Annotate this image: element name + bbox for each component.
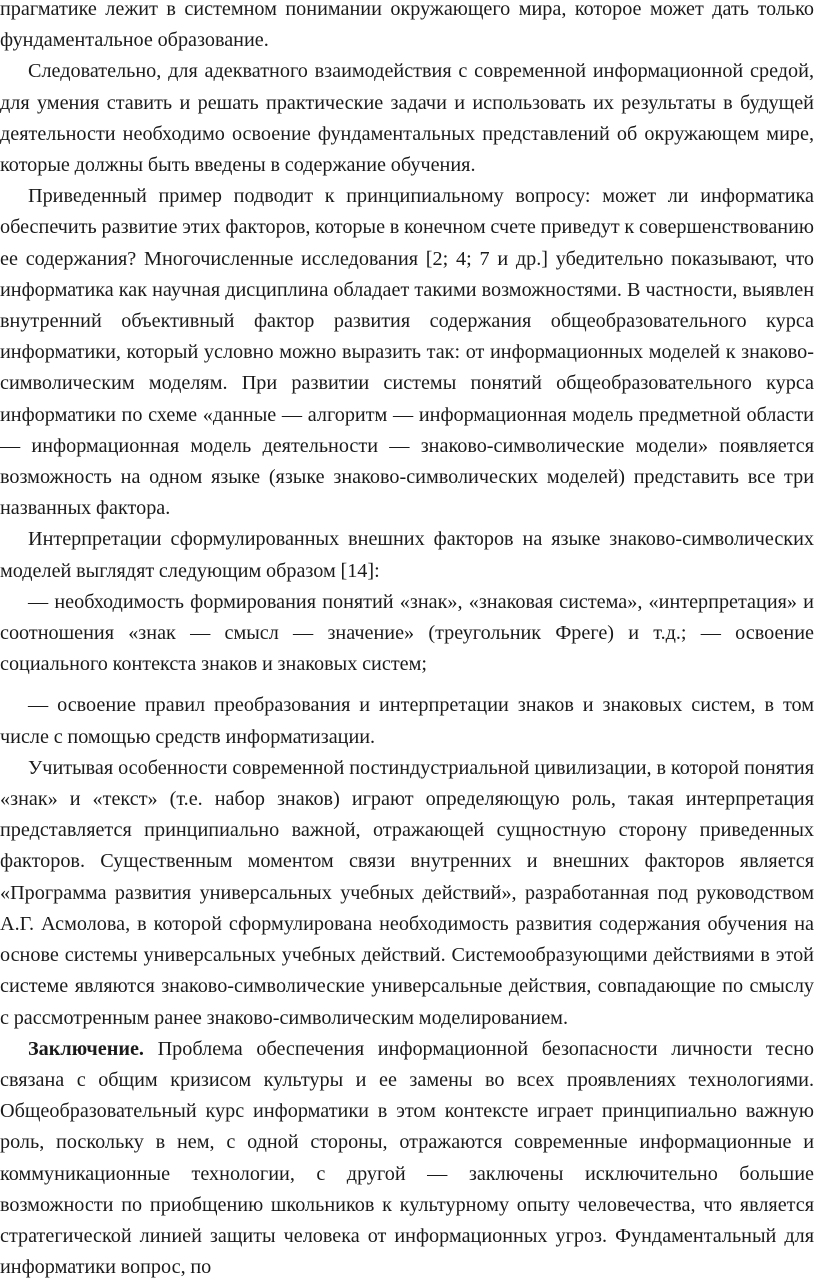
list-item-paragraph: — необходимость формирования понятий «знак», «знаковая система», «интерпретация» и соотношения «знак — смысл — значение» (треугольник Фреге) и т.д.; — освоение социального контекста знаков и знаковых систем;: [0, 590, 814, 676]
paragraph: Приведенный пример подводит к принципиальному вопросу: может ли информатика обеспечить развитие этих факторов, которые в конечном счете приведут к совершенствованию ее содержания? Многочисленные исследования [2; 4; 7 и др.] убедительно показывают, что информатика как научная дисциплина обладает такими возможностями. В частности, выявлен внутренний объективный фактор развития содержания общеобразовательного курса информатики, который условно можно выразить так: от информационных моделей к знаково-символическим моделям. При развитии системы понятий общеобразовательного курса информатики по схеме «данные — алгоритм — информационная модель предметной области — информационная модель деятельности — знаково-символические модели» появляется возможность на одном языке (языке знаково-символических моделей) представить все три названных фактора.: [0, 185, 814, 520]
conclusion-paragraph: [0, 1034, 814, 1283]
paragraph: Учитывая особенности современной постиндустриальной цивилизации, в которой понятия «знак» и «текст» (т.е. набор знаков) играют определяющую роль, такая интерпретация представляется принципиально важной, отражающей сущностную сторону приведенных факторов. Существенным моментом связи внутренних и внешних факторов является «Программа развития универсальных учебных действий», разработанная под руководством А.Г. Асмолова, в которой сформулирована необходимость развития содержания обучения на основе системы универсальных учебных действий. Системообразующими действиями в этой системе являются знаково-символические универсальные действия, совпадающие по смыслу с рассмотренным ранее знаково-символическим моделированием.: [0, 756, 814, 1029]
conclusion-heading: Заключение.: [28, 1037, 144, 1060]
paragraph: Интерпретации сформулированных внешних факторов на языке знаково-символических моделей выглядят следующим образом [14]:: [0, 528, 814, 582]
paragraph: Следовательно, для адекватного взаимодействия с современной информационной средой, для умения ставить и решать практические задачи и использовать их результаты в будущей деятельности необходимо освоение фундаментальных представлений об окружающем мире, которые должны быть введены в содержание обучения.: [0, 60, 814, 177]
paragraph-continuation: прагматике лежит в системном понимании окружающего мира, которое может дать только фундаментальное образование.: [0, 0, 814, 52]
conclusion-text: Проблема обеспечения информационной безопасности личности тесно связана с общим кризисом культуры и ее замены во всех проявлениях технологиями. Общеобразовательный курс информатики в этом контексте играет принципиально важную роль, поскольку в нем, с одной стороны, отражаются современные информационные и коммуникационные технологии, с другой — заключены исключительно большие возможности по приобщению школьников к культурному опыту человечества, что является стратегической линией защиты человека от информационных угроз. Фундаментальный для информатики вопрос, по: [0, 1037, 814, 1279]
list-item-paragraph: — освоение правил преобразования и интерпретации знаков и знаковых систем, в том числе с помощью средств информатизации.: [0, 694, 814, 748]
